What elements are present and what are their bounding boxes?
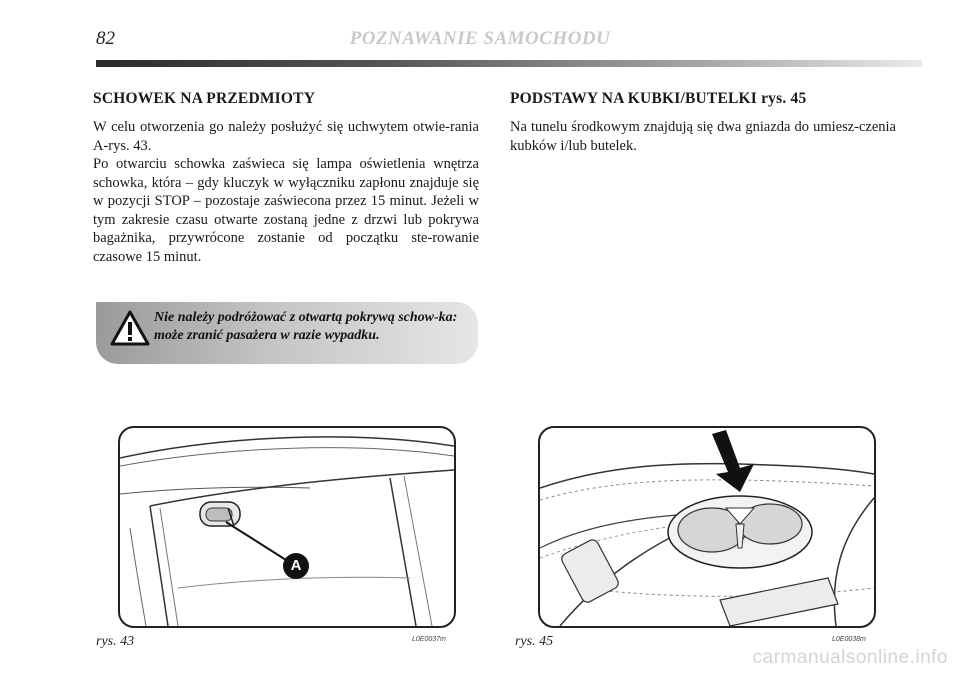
code-figure-45: L0E0038m bbox=[832, 636, 866, 643]
warning-triangle-icon bbox=[110, 310, 150, 346]
watermark: carmanualsonline.info bbox=[752, 647, 948, 668]
header-rule bbox=[96, 60, 922, 67]
caption-figure-45: rys. 45 bbox=[515, 634, 554, 649]
left-column bbox=[93, 90, 479, 266]
glovebox-illustration bbox=[120, 428, 454, 626]
warning-text: Nie należy podróżować z otwartą pokrywą schow-ka: może zranić pasażera w razie wypadku. bbox=[154, 310, 458, 343]
page-number: 82 bbox=[96, 28, 115, 49]
running-header: POZNAWANIE SAMOCHODU bbox=[349, 28, 611, 49]
right-column bbox=[510, 90, 896, 155]
glovebox-heading: SCHOWEK NA PRZEDMIOTY bbox=[93, 90, 316, 107]
cupholder-paragraph: Na tunelu środkowym znajdują się dwa gniazda do umiesz-czenia kubków i/lub butelek. bbox=[510, 119, 896, 154]
cupholder-heading: PODSTAWY NA KUBKI/BUTELKI rys. 45 bbox=[510, 90, 807, 107]
figure-cupholders bbox=[538, 426, 876, 628]
warning-box bbox=[96, 302, 478, 364]
code-figure-43: L0E0037m bbox=[412, 636, 446, 643]
figure-glovebox bbox=[118, 426, 456, 628]
callout-label-a: A bbox=[290, 557, 302, 574]
glovebox-paragraph-2: Po otwarciu schowka zaświeca się lampa oświetlenia wnętrza schowka, która – gdy kluczyk w wyłączniku zapłonu znajduje się w pozycji STOP – pozostaje zaświecona przez 15 minut. Jeżeli w tym zakresie czasu otwarte zostaną jedne z drzwi lub pokrywa bagażnika, przywrócone zostanie od początku ste-rowanie czasowe 15 minut. bbox=[93, 156, 479, 265]
glovebox-paragraph-1: W celu otworzenia go należy posłużyć się uchwytem otwie-rania A-rys. 43. bbox=[93, 119, 479, 154]
caption-figure-43: rys. 43 bbox=[96, 634, 135, 649]
cupholder-illustration bbox=[540, 428, 874, 626]
